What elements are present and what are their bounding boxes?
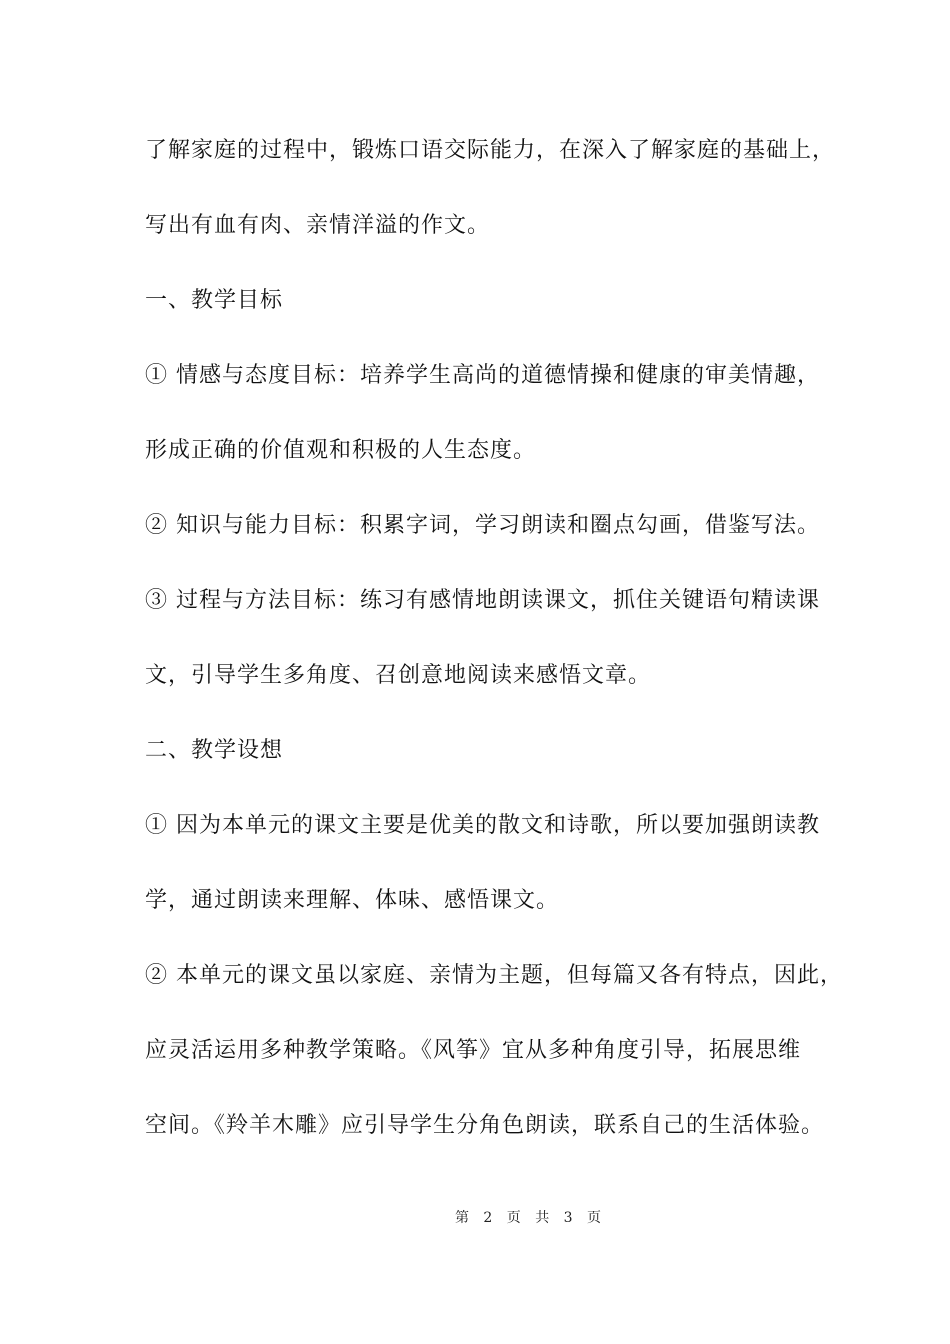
paragraph-line: 文，引导学生多角度、召创意地阅读来感悟文章。: [145, 663, 652, 688]
current-page-number: 2: [483, 1210, 495, 1226]
section-heading-teaching-goals: 一、教学目标: [145, 288, 284, 313]
idea-item-2: ② 本单元的课文虽以家庭、亲情为主题，但每篇又各有特点，因此，: [145, 963, 843, 988]
paragraph-line: 写出有血有肉、亲情洋溢的作文。: [145, 213, 491, 238]
paragraph-line: 应灵活运用多种教学策略。《风筝》宜从多种角度引导，拓展思维: [145, 1038, 802, 1063]
goal-item-3: ③ 过程与方法目标：练习有感情地朗读课文，抓住关键语句精读课: [145, 588, 820, 613]
page-footer: [0, 1209, 950, 1227]
footer-page-word: 页: [506, 1210, 523, 1226]
footer-suffix: 页: [587, 1210, 604, 1226]
goal-item-2: ② 知识与能力目标：积累字词，学习朗读和圈点勾画，借鉴写法。: [145, 513, 820, 538]
idea-item-1: ① 因为本单元的课文主要是优美的散文和诗歌，所以要加强朗读教: [145, 813, 820, 838]
footer-prefix: 第: [454, 1210, 471, 1226]
paragraph-line: 形成正确的价值观和积极的人生态度。: [145, 438, 537, 463]
goal-item-1: ① 情感与态度目标：培养学生高尚的道德情操和健康的审美情趣，: [145, 363, 820, 388]
total-pages-number: 3: [563, 1210, 575, 1226]
paragraph-line: 了解家庭的过程中，锻炼口语交际能力，在深入了解家庭的基础上，: [145, 138, 836, 163]
paragraph-line: 学，通过朗读来理解、体味、感悟课文。: [145, 888, 560, 913]
paragraph-line: 空间。《羚羊木雕》应引导学生分角色朗读，联系自己的生活体验。: [145, 1113, 825, 1138]
footer-total-word: 共: [535, 1210, 552, 1226]
page-number: [455, 1209, 603, 1227]
section-heading-teaching-ideas: 二、教学设想: [145, 738, 284, 763]
